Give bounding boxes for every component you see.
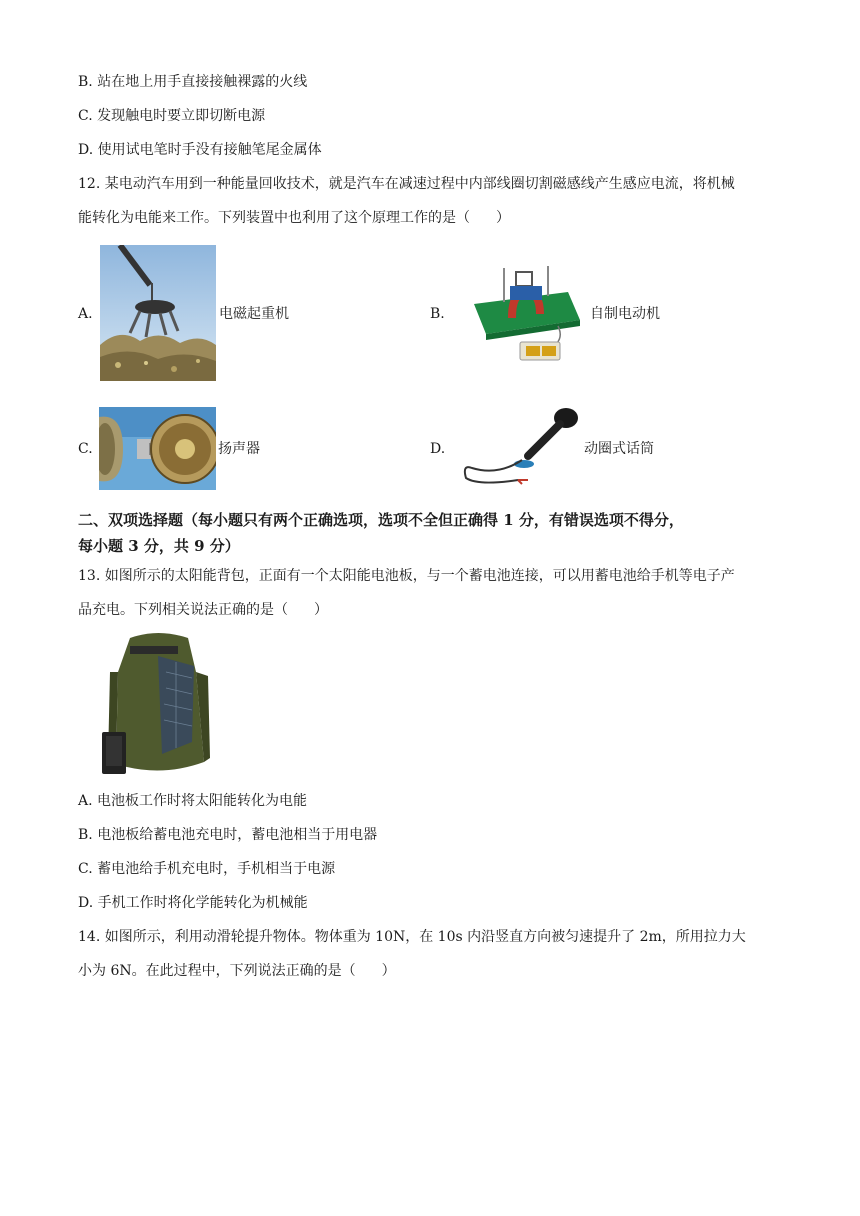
- q14-stem-line2: [78, 961, 396, 981]
- motor-photo: [468, 262, 588, 370]
- q13-stem-close: ）: [314, 602, 328, 618]
- q14-stem-text: 小为 6N。在此过程中，下列说法正确的是（: [78, 963, 356, 979]
- q12-stem-line1: 12. 某电动汽车用到一种能量回收技术，就是汽车在减速过程中内部线圈切割磁感线产生感应电流，将机械: [78, 176, 735, 192]
- solar-backpack-photo: [100, 632, 216, 778]
- q13-option-a: A. 电池板工作时将太阳能转化为电能: [78, 793, 308, 809]
- q13-option-c: C. 蓄电池给手机充电时，手机相当于电源: [78, 861, 336, 877]
- microphone-photo: [458, 406, 580, 490]
- q11-option-c: C. 发现触电时要立即切断电源: [78, 108, 266, 124]
- q14-stem-close: ）: [381, 963, 396, 979]
- q11-option-d: D. 使用试电笔时手没有接触笔尾金属体: [78, 142, 322, 158]
- q11-option-b: B. 站在地上用手直接接触裸露的火线: [78, 74, 308, 90]
- q14-stem-line1: 14. 如图所示，利用动滑轮提升物体。物体重为 10N，在 10s 内沿竖直方向被匀速提升了 2m，所用拉力大: [78, 929, 746, 945]
- q12-option-c-letter: C.: [78, 441, 93, 457]
- q12-option-a-letter: A.: [78, 306, 93, 322]
- q12-stem-line2: [78, 208, 510, 228]
- q12-option-b-letter: B.: [430, 306, 445, 322]
- q13-stem-line1: 13. 如图所示的太阳能背包，正面有一个太阳能电池板，与一个蓄电池连接，可以用蓄电池给手机等电子产: [78, 568, 735, 584]
- section2-heading-line1: 二、双项选择题（每小题只有两个正确选项，选项不全但正确得 1 分，有错误选项不得分，: [78, 511, 684, 529]
- section2-heading-line2: 每小题 3 分，共 9 分）: [78, 537, 240, 555]
- q12-option-d-caption: 动圈式话筒: [584, 441, 654, 457]
- crane-photo: [100, 245, 216, 381]
- q12-option-c-caption: 扬声器: [218, 441, 260, 457]
- q13-option-b: B. 电池板给蓄电池充电时，蓄电池相当于用电器: [78, 827, 378, 843]
- q12-option-d-letter: D.: [430, 441, 446, 457]
- q13-option-d: D. 手机工作时将化学能转化为机械能: [78, 895, 308, 911]
- q12-option-a-caption: 电磁起重机: [219, 306, 289, 322]
- q13-stem-line2: [78, 600, 328, 620]
- q12-option-b-caption: 自制电动机: [590, 306, 660, 322]
- q12-stem-text: 能转化为电能来工作。下列装置中也利用了这个原理工作的是（: [78, 210, 470, 226]
- q12-stem-close: ）: [496, 210, 510, 226]
- speaker-photo: [99, 407, 216, 490]
- q13-stem-text: 品充电。下列相关说法正确的是（: [78, 602, 288, 618]
